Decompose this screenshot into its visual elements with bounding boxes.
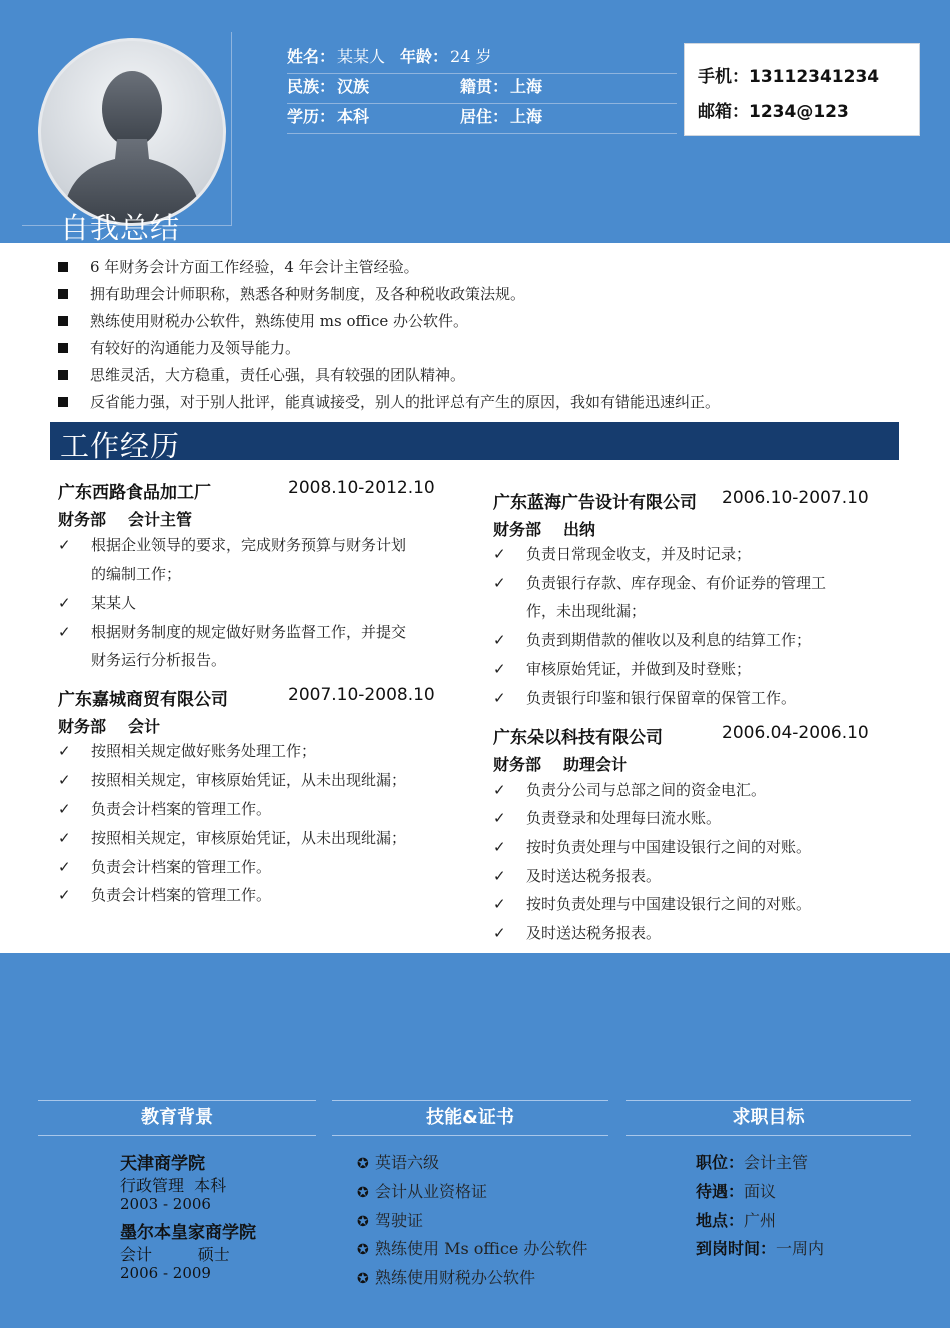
square-bullet-icon <box>58 370 68 380</box>
checkmark-icon: ✓ <box>493 838 506 856</box>
checkmark-icon: ✓ <box>493 660 506 678</box>
job-dept-role: 财务部 会计主管 <box>58 510 193 529</box>
phone-value: 13112341234 <box>749 67 880 87</box>
list-item: 拥有助理会计师职称，熟悉各种财务制度，及各种税收政策法规。 <box>58 283 898 310</box>
checkmark-icon: ✓ <box>58 594 71 612</box>
name-label: 姓名： <box>287 47 336 66</box>
avatar <box>38 38 226 226</box>
job-company: 广东嘉城商贸有限公司 <box>58 690 228 710</box>
summary-list <box>58 256 898 418</box>
list-item: 反省能力强，对于别人批评，能真诚接受，别人的批评总有产生的原因，我如有错能迅速纠正。 <box>58 391 898 418</box>
checkmark-icon: ✓ <box>493 781 506 799</box>
goal-title: 求职目标 <box>626 1100 911 1136</box>
job-company: 广东西路食品加工厂 <box>58 483 211 503</box>
school-years: 2006 - 2009 <box>120 1264 211 1282</box>
frame-line <box>231 32 232 225</box>
square-bullet-icon <box>58 397 68 407</box>
job-period: 2007.10-2008.10 <box>288 685 435 705</box>
job-period: 2008.10-2012.10 <box>288 478 435 498</box>
checkmark-icon: ✓ <box>58 829 71 847</box>
square-bullet-icon <box>58 262 68 272</box>
job-dept-role: 财务部 出纳 <box>493 520 596 539</box>
list-item: ✪ 英语六级 <box>357 1153 440 1172</box>
list-item: 思维灵活，大方稳重，责任心强，具有较强的团队精神。 <box>58 364 898 391</box>
school-major: 会计 硕士 <box>120 1245 230 1264</box>
checkmark-icon: ✓ <box>493 631 506 649</box>
square-bullet-icon <box>58 316 68 326</box>
school-name: 天津商学院 <box>120 1154 205 1174</box>
info-row-ethnicity-origin <box>287 73 677 104</box>
star-bullet-icon: ✪ <box>357 1214 369 1230</box>
email-label: 邮箱： <box>698 102 749 122</box>
star-bullet-icon: ✪ <box>357 1271 369 1287</box>
checkmark-icon: ✓ <box>493 809 506 827</box>
school-years: 2003 - 2006 <box>120 1195 211 1213</box>
star-bullet-icon: ✪ <box>357 1242 369 1258</box>
checkmark-icon: ✓ <box>58 858 71 876</box>
list-item: ✪ 会计从业资格证 <box>357 1182 488 1201</box>
goal-start: 到岗时间：一周内 <box>696 1239 825 1258</box>
age-value: 24 岁 <box>450 47 492 66</box>
origin-label: 籍贯： <box>460 77 509 96</box>
ethnicity-value: 汉族 <box>337 77 370 96</box>
job-company: 广东朵以科技有限公司 <box>493 728 663 748</box>
goal-position: 职位：会计主管 <box>696 1153 809 1172</box>
phone-label: 手机： <box>698 67 749 87</box>
education-title: 教育背景 <box>38 1100 316 1136</box>
job-dept-role: 财务部 会计 <box>58 717 161 736</box>
school-name: 墨尔本皇家商学院 <box>120 1223 256 1243</box>
summary-title: 自我总结 <box>60 211 181 245</box>
info-row-education-residence <box>287 103 677 134</box>
person-silhouette-icon <box>41 41 223 223</box>
job-period: 2006.10-2007.10 <box>722 488 869 508</box>
checkmark-icon: ✓ <box>493 924 506 942</box>
list-item: 有较好的沟通能力及领导能力。 <box>58 337 898 364</box>
square-bullet-icon <box>58 289 68 299</box>
star-bullet-icon: ✪ <box>357 1185 369 1201</box>
list-item: 6 年财务会计方面工作经验，4 年会计主管经验。 <box>58 256 898 283</box>
contact-box <box>684 43 920 136</box>
phone-line <box>698 62 879 87</box>
name-value: 某某人 <box>337 47 386 66</box>
checkmark-icon: ✓ <box>58 800 71 818</box>
email-line <box>698 97 849 122</box>
checkmark-icon: ✓ <box>58 742 71 760</box>
job-period: 2006.04-2006.10 <box>722 723 869 743</box>
checkmark-icon: ✓ <box>58 771 71 789</box>
list-item: ✪ 熟练使用 Ms office 办公软件 <box>357 1239 588 1258</box>
residence-value: 上海 <box>510 107 543 126</box>
age-label: 年龄： <box>400 47 449 66</box>
checkmark-icon: ✓ <box>493 574 506 592</box>
residence-label: 居住： <box>460 107 509 126</box>
ethnicity-label: 民族： <box>287 77 336 96</box>
education-value: 本科 <box>337 107 370 126</box>
email-value: 1234@123 <box>749 102 849 122</box>
list-item: ✪ 驾驶证 <box>357 1211 424 1230</box>
work-title: 工作经历 <box>60 429 181 463</box>
square-bullet-icon <box>58 343 68 353</box>
info-row-name-age <box>287 43 677 74</box>
job-dept-role: 财务部 助理会计 <box>493 755 628 774</box>
checkmark-icon: ✓ <box>493 867 506 885</box>
skills-title: 技能&证书 <box>332 1100 608 1136</box>
origin-value: 上海 <box>510 77 543 96</box>
goal-location: 地点：广州 <box>696 1211 777 1230</box>
school-major: 行政管理 本科 <box>120 1176 227 1195</box>
education-label: 学历： <box>287 107 336 126</box>
checkmark-icon: ✓ <box>493 895 506 913</box>
star-bullet-icon: ✪ <box>357 1156 369 1172</box>
checkmark-icon: ✓ <box>58 536 71 554</box>
goal-salary: 待遇：面议 <box>696 1182 777 1201</box>
checkmark-icon: ✓ <box>58 623 71 641</box>
list-item: ✪ 熟练使用财税办公软件 <box>357 1268 536 1287</box>
checkmark-icon: ✓ <box>493 689 506 707</box>
job-company: 广东蓝海广告设计有限公司 <box>493 493 697 513</box>
checkmark-icon: ✓ <box>58 886 71 904</box>
list-item: 熟练使用财税办公软件，熟练使用 ms office 办公软件。 <box>58 310 898 337</box>
checkmark-icon: ✓ <box>493 545 506 563</box>
